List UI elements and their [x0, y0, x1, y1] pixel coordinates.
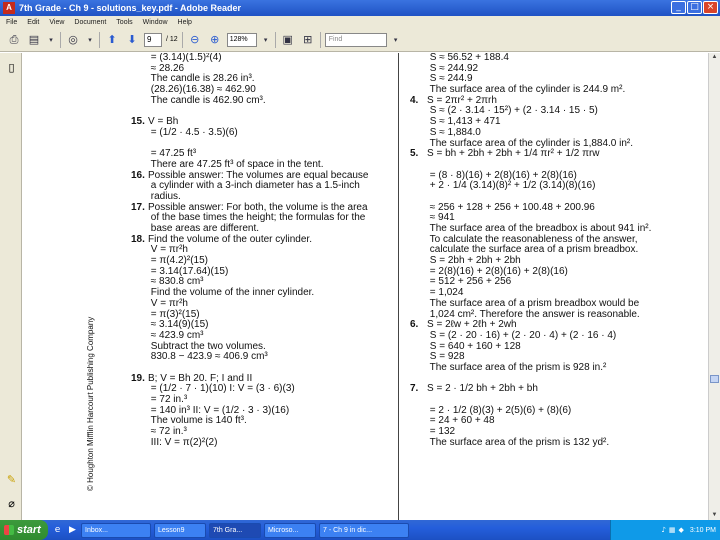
answer-text: of the base times the height; the formulas for the	[148, 212, 366, 224]
answer-text: The surface area of a prism breadbox would be	[427, 297, 640, 309]
scrollbar-thumb[interactable]	[710, 375, 719, 383]
answer-text: a cylinder with a 3-inch diameter has a 1.5-inch	[148, 180, 360, 192]
find-input[interactable]: Find	[325, 33, 387, 47]
answer-text: S = 2bh + 2bh + 2bh	[427, 255, 521, 267]
zoom-level-input[interactable]: 128%	[227, 33, 257, 47]
media-player-icon[interactable]: ▶	[69, 524, 76, 535]
answer-line	[410, 149, 706, 160]
answer-line	[410, 181, 706, 192]
save-icon[interactable]: ▤	[28, 32, 40, 46]
answer-text: = 3.14(17.64)(15)	[148, 265, 229, 277]
answer-text: = (8 · 8)(16) + 2(8)(16) + 2(8)(16)	[427, 169, 577, 181]
answer-text: S = 928	[427, 351, 465, 363]
answer-text: = (3.14)(1.5)²(4)	[148, 53, 222, 63]
answer-text: = 140 in³ II: V = (1/2 · 3 · 3)(16)	[148, 404, 290, 416]
answer-text: Find the volume of the outer cylinder.	[148, 233, 312, 245]
acrobat-com-icon[interactable]: ◎	[68, 32, 78, 46]
answer-number: 18.	[131, 233, 145, 245]
fit-page-icon[interactable]: ▣	[282, 32, 293, 46]
answer-text: ≈ 256 + 128 + 256 + 100.48 + 200.96	[427, 201, 595, 213]
window-title: 7th Grade - Ch 9 - solutions_key.pdf - Adobe Reader	[19, 3, 242, 13]
menu-edit[interactable]: Edit	[27, 18, 40, 26]
answer-text: = (1/2 · 4.5 · 3.5)(6)	[148, 126, 238, 138]
task-microsoft[interactable]: Microso...	[264, 523, 316, 538]
answer-text: 830.8 − 423.9 ≈ 406.9 cm³	[148, 351, 268, 363]
answer-text: Possible answer: The volumes are equal because	[148, 169, 369, 181]
answer-text: ≈ 72 in.³	[148, 426, 187, 438]
previous-page-icon[interactable]: ⬆	[107, 32, 117, 46]
answer-number: 7.	[410, 383, 419, 395]
menu-document[interactable]: Document	[74, 18, 107, 26]
window-controls	[671, 1, 718, 14]
answer-text: = 132	[427, 426, 456, 438]
answer-line	[131, 438, 393, 449]
answer-text: (28.26)(16.38) ≈ 462.90	[148, 84, 256, 96]
toolbar	[0, 28, 720, 52]
menu-view[interactable]: View	[49, 18, 65, 26]
answer-line	[410, 438, 706, 449]
next-page-icon[interactable]: ⬇	[127, 32, 137, 46]
answer-text: ≈ 830.8 cm³	[148, 276, 204, 288]
vertical-scrollbar[interactable]	[708, 53, 720, 520]
scroll-down-icon[interactable]: ▼	[711, 512, 718, 518]
pages-icon[interactable]: ▯	[8, 61, 15, 74]
answer-line	[131, 96, 393, 107]
left-answer-column	[131, 53, 393, 448]
navigation-pane	[0, 53, 22, 520]
answer-text: S ≈ 56.52 + 188.4	[427, 53, 509, 63]
column-divider	[398, 53, 399, 520]
menu-tools[interactable]: Tools	[116, 18, 133, 26]
answer-text: ≈ 941	[427, 212, 455, 224]
menu-window[interactable]: Window	[142, 18, 168, 26]
answer-text: base areas are different.	[148, 223, 259, 234]
clock: 3:10 PM	[689, 526, 716, 534]
print-icon[interactable]: ⎙	[9, 32, 19, 46]
zoom-out-icon[interactable]: ⊖	[190, 32, 200, 46]
answer-number: 4.	[410, 94, 419, 106]
answer-text: S = 2πr² + 2πrh	[427, 94, 497, 106]
answer-text: V = πr²h	[148, 297, 188, 309]
security-icon[interactable]: ◆	[678, 526, 684, 534]
answer-text: The surface area of the cylinder is 244.9 m².	[427, 84, 626, 96]
answer-text: V = πr²h	[148, 244, 188, 256]
answer-text: The candle is 462.90 cm³.	[148, 94, 266, 106]
taskbar	[0, 520, 720, 540]
network-icon[interactable]: ▦	[668, 526, 676, 534]
answer-text: = 512 + 256 + 256	[427, 276, 512, 288]
menu-help[interactable]: Help	[177, 18, 192, 26]
task-document[interactable]: 7 - Ch 9 in dic...	[319, 523, 409, 538]
answer-text: = 72 in.³	[148, 394, 188, 405]
toolbar-separator	[182, 32, 183, 48]
start-button[interactable]	[0, 520, 48, 540]
minimize-button[interactable]: _	[671, 1, 686, 14]
answer-line	[131, 352, 393, 363]
task-lesson9[interactable]: Lesson9	[154, 523, 206, 538]
answer-text: 1,024 cm². Therefore the answer is reasonable.	[427, 308, 640, 320]
task-inbox[interactable]: Inbox...	[81, 523, 151, 538]
answer-text: There are 47.25 ft³ of space in the tent.	[148, 158, 324, 170]
scroll-up-icon[interactable]: ▲	[711, 54, 718, 60]
windows-logo-icon	[4, 525, 14, 535]
answer-text: = 24 + 60 + 48	[427, 415, 495, 427]
answer-text: = 2 · 1/2 (8)(3) + 2(5)(6) + (8)(6)	[427, 404, 572, 416]
answer-text: = 1,024	[427, 287, 464, 299]
answer-text: S = 640 + 160 + 128	[427, 340, 521, 352]
answer-text: = π(4.2)²(15)	[148, 255, 208, 267]
copyright-notice: © Houghton Mifflin Harcourt Publishing Company	[86, 316, 95, 491]
start-label: start	[17, 524, 41, 536]
answer-text: = π(3)²(15)	[148, 308, 200, 320]
answer-text: Find the volume of the inner cylinder.	[148, 287, 315, 299]
answer-number: 5.	[410, 148, 419, 160]
answer-line	[410, 363, 706, 374]
page-number-input[interactable]: 9	[144, 33, 162, 47]
toolbar-separator	[275, 32, 276, 48]
answer-text: Subtract the two volumes.	[148, 340, 266, 352]
answer-text: S ≈ 1,413 + 471	[427, 116, 501, 128]
answer-text: S = bh + 2bh + 2bh + 1/4 πr² + 1/2 πrw	[427, 148, 600, 160]
answer-text: radius.	[148, 190, 181, 202]
answer-text: = (1/2 · 7 · 1)(10) I: V = (3 · 6)(3)	[148, 383, 295, 395]
answer-text: S ≈ 244.92	[427, 62, 479, 74]
chevron-down-icon[interactable]: ▾	[49, 35, 53, 44]
answer-text: ≈ 423.9 cm³	[148, 329, 204, 341]
answer-number: 6.	[410, 319, 419, 331]
toolbar-separator	[60, 32, 61, 48]
answer-text: The surface area of the breadbox is about 941 in².	[427, 223, 652, 234]
page-total: / 12	[166, 36, 178, 43]
maximize-button[interactable]: □	[687, 1, 702, 14]
chevron-down-icon[interactable]: ▾	[88, 35, 92, 44]
answer-text: calculate the surface area of a prism breadbox.	[427, 244, 639, 256]
answer-line	[131, 128, 393, 139]
answer-text: S = 2ℓw + 2ℓh + 2wh	[427, 319, 517, 331]
browser-icon[interactable]: e	[54, 524, 61, 535]
answer-text: The surface area of the cylinder is 1,884.0 in².	[427, 137, 634, 149]
toolbar-separator	[320, 32, 321, 48]
right-answer-column	[410, 53, 706, 448]
answer-text: ≈ 28.26	[148, 62, 185, 74]
answer-text: V = Bh	[148, 116, 179, 128]
attachments-icon[interactable]: ⌀	[8, 497, 15, 510]
menu-bar	[0, 16, 720, 28]
answer-text: S ≈ (2 · 3.14 · 15²) + (2 · 3.14 · 15 · 5)	[427, 105, 598, 117]
answer-number: 19.	[131, 372, 145, 384]
toolbar-separator	[99, 32, 100, 48]
system-tray	[610, 520, 720, 540]
volume-icon[interactable]: ♪	[661, 526, 666, 534]
answer-text: S ≈ 1,884.0	[427, 126, 481, 138]
answer-number: 15.	[131, 116, 145, 128]
chevron-down-icon[interactable]: ▾	[393, 35, 398, 44]
fit-width-icon[interactable]: ⊞	[303, 32, 313, 46]
answer-text: To calculate the reasonableness of the answer,	[427, 233, 638, 245]
answer-text: B; V = Bh 20. F; I and II	[148, 372, 253, 384]
answer-text: + 2 · 1/4 (3.14)(8)² + 1/2 (3.14)(8)(16)	[427, 180, 596, 192]
answer-text: III: V = π(2)²(2)	[148, 436, 218, 448]
close-button[interactable]: ×	[703, 1, 718, 14]
answer-text: Possible answer: For both, the volume is the area	[148, 201, 368, 213]
answer-text: The surface area of the prism is 132 yd².	[427, 436, 610, 448]
answer-number: 16.	[131, 169, 145, 181]
answer-text: = 2(8)(16) + 2(8)(16) + 2(8)(16)	[427, 265, 568, 277]
answer-number: 17.	[131, 201, 145, 213]
zoom-in-icon[interactable]: ⊕	[210, 32, 220, 46]
answer-text: The surface area of the prism is 928 in.²	[427, 361, 607, 373]
answer-text: S = (2 · 20 · 16) + (2 · 20 · 4) + (2 · 16 · 4)	[427, 329, 617, 341]
answer-text: The volume is 140 ft³.	[148, 415, 247, 427]
answer-text: S ≈ 244.9	[427, 73, 473, 85]
task-adobe-reader[interactable]: 7th Gra...	[209, 523, 261, 538]
answer-text: ≈ 3.14(9)(15)	[148, 319, 209, 331]
title-bar[interactable]	[0, 0, 720, 16]
answer-line	[410, 384, 706, 395]
document-page	[23, 53, 708, 520]
menu-file[interactable]: File	[6, 18, 18, 26]
comments-icon[interactable]: ✎	[6, 473, 17, 486]
answer-text: S = 2 · 1/2 bh + 2bh + bh	[427, 383, 538, 395]
adobe-reader-icon: A	[3, 2, 15, 14]
chevron-down-icon[interactable]: ▾	[263, 35, 268, 44]
answer-text: = 47.25 ft³	[148, 148, 197, 160]
answer-text: The candle is 28.26 in³.	[148, 73, 255, 85]
